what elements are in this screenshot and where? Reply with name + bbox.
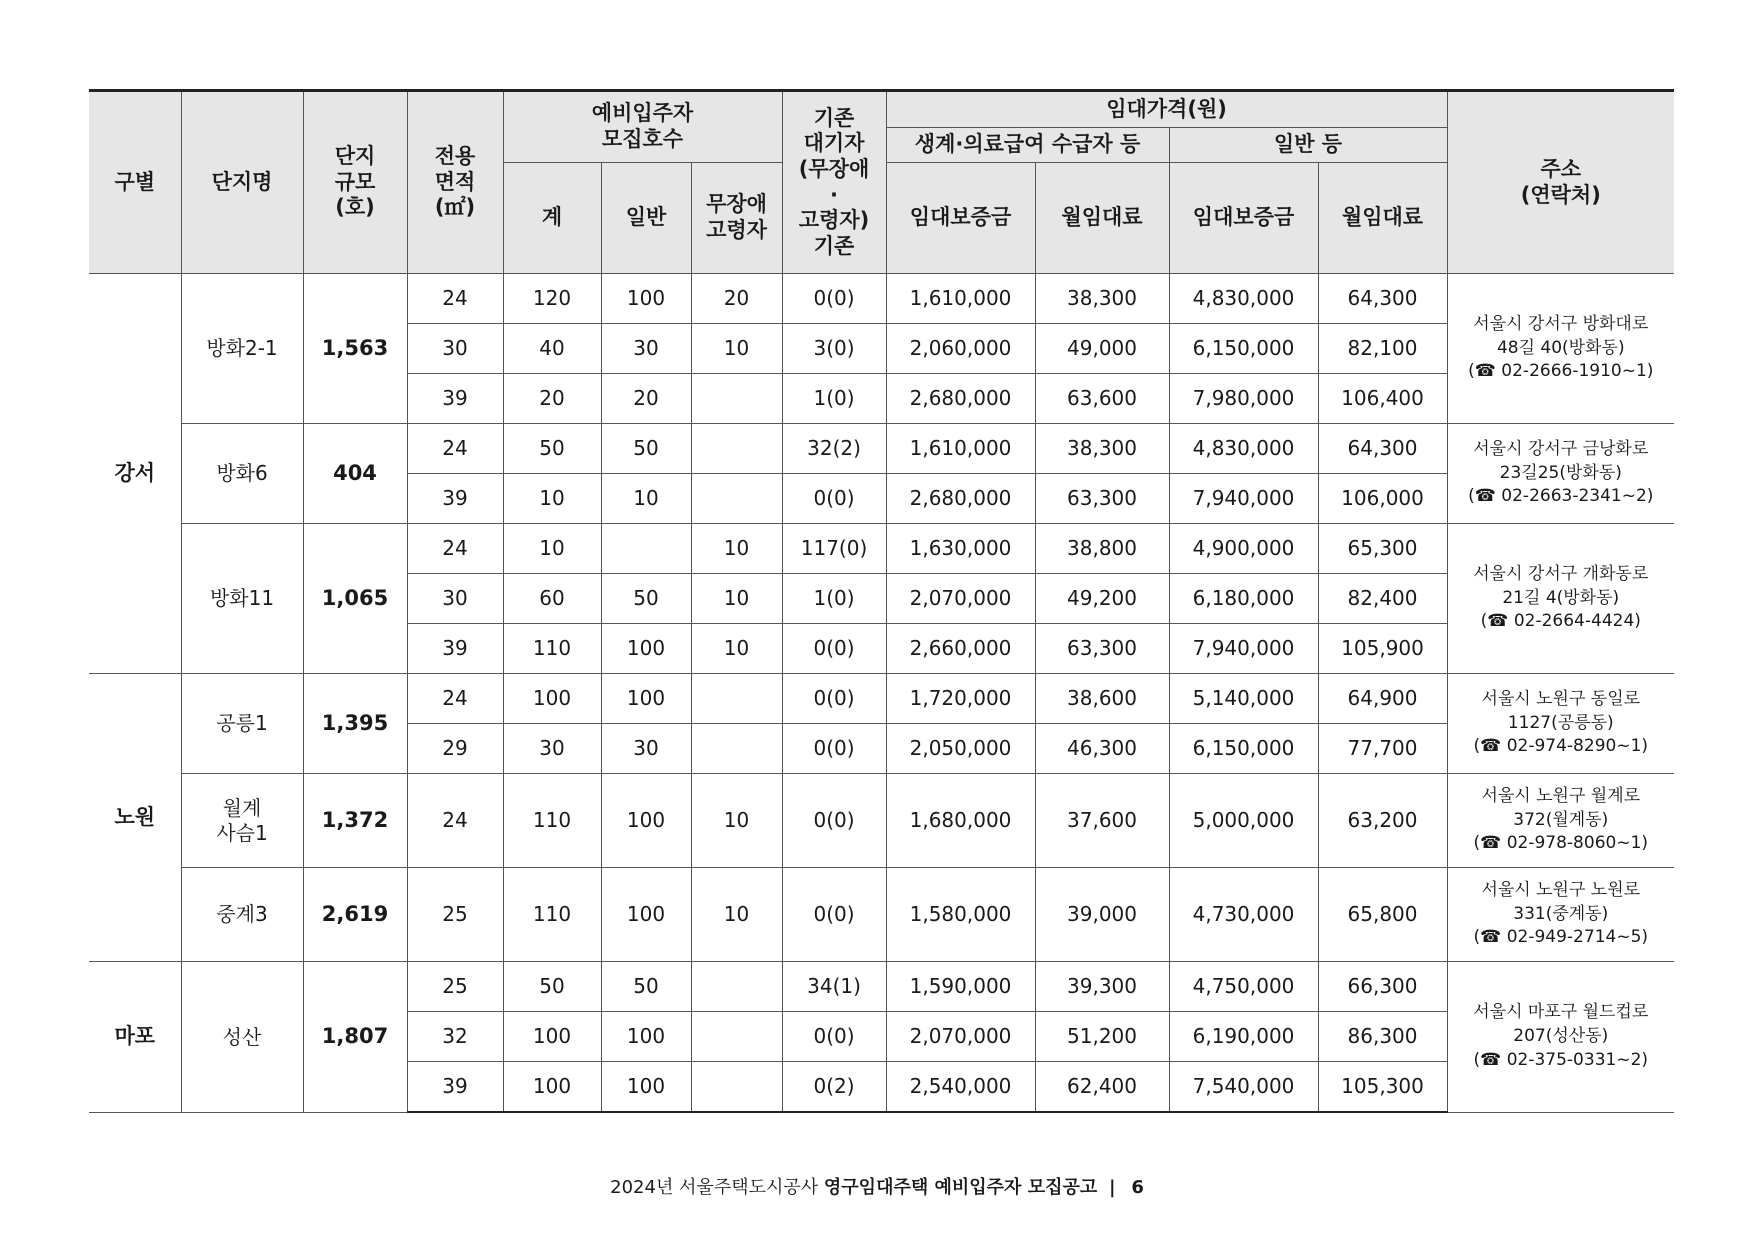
welfare-deposit-cell: 1,630,000	[886, 524, 1035, 574]
recruit-total-cell: 100	[503, 674, 601, 724]
waiting-cell: 0(0)	[782, 624, 886, 674]
complex-name-line: 사슴1	[216, 820, 268, 845]
area-cell: 25	[407, 962, 503, 1012]
table-row	[89, 674, 1674, 724]
welfare-deposit-cell: 2,540,000	[886, 1062, 1035, 1113]
area-cell: 39	[407, 624, 503, 674]
general-monthly-cell: 66,300	[1318, 962, 1447, 1012]
general-monthly-cell: 65,300	[1318, 524, 1447, 574]
recruit-total-cell: 50	[503, 962, 601, 1012]
general-monthly-cell: 65,800	[1318, 868, 1447, 962]
address-line: 21길 4(방화동)	[1502, 587, 1620, 608]
recruit-general-cell: 100	[601, 274, 691, 324]
recruit-total-cell: 50	[503, 424, 601, 474]
complex-name-cell	[181, 424, 303, 524]
welfare-monthly-cell: 39,000	[1035, 868, 1169, 962]
address-cell	[1447, 524, 1674, 674]
recruit-general-cell: 50	[601, 424, 691, 474]
welfare-deposit-cell: 1,720,000	[886, 674, 1035, 724]
general-deposit-cell: 4,830,000	[1169, 274, 1318, 324]
address-cell	[1447, 424, 1674, 524]
table-header	[89, 91, 1674, 274]
address-line: 서울시 강서구 개화동로	[1473, 563, 1649, 584]
waiting-cell: 32(2)	[782, 424, 886, 474]
welfare-monthly-cell: 39,300	[1035, 962, 1169, 1012]
recruit-total-cell: 110	[503, 868, 601, 962]
welfare-monthly-cell: 46,300	[1035, 724, 1169, 774]
footer-prefix: 2024년 서울주택도시공사	[610, 1177, 819, 1198]
district-cell: 노원	[89, 674, 181, 962]
recruit-special-cell	[691, 474, 782, 524]
waiting-cell: 0(2)	[782, 1062, 886, 1113]
area-cell: 24	[407, 774, 503, 868]
header-waiting	[782, 91, 886, 274]
complex-size-cell: 2,619	[303, 868, 407, 962]
recruit-general-cell: 100	[601, 674, 691, 724]
header-text-line: 단지	[334, 144, 376, 169]
general-monthly-cell: 64,300	[1318, 274, 1447, 324]
general-monthly-cell: 64,900	[1318, 674, 1447, 724]
welfare-monthly-cell: 38,300	[1035, 424, 1169, 474]
complex-name-line: 성산	[222, 1024, 262, 1049]
general-deposit-cell: 7,940,000	[1169, 624, 1318, 674]
header-text-line: 고령자	[706, 218, 767, 242]
welfare-deposit-cell: 1,680,000	[886, 774, 1035, 868]
waiting-cell: 1(0)	[782, 574, 886, 624]
complex-name-cell	[181, 274, 303, 424]
general-deposit-cell: 4,750,000	[1169, 962, 1318, 1012]
complex-size-cell: 404	[303, 424, 407, 524]
general-monthly-cell: 106,400	[1318, 374, 1447, 424]
welfare-deposit-cell: 2,680,000	[886, 474, 1035, 524]
header-text-line: 예비입주자	[591, 101, 694, 126]
recruit-general-cell: 30	[601, 724, 691, 774]
area-cell: 32	[407, 1012, 503, 1062]
welfare-deposit-cell: 2,060,000	[886, 324, 1035, 374]
recruit-special-cell: 20	[691, 274, 782, 324]
complex-name-line: 방화6	[216, 461, 268, 486]
recruit-general-cell: 100	[601, 1012, 691, 1062]
complex-name-cell	[181, 774, 303, 868]
recruit-special-cell	[691, 962, 782, 1012]
header-text-line: 주소	[1540, 156, 1582, 181]
complex-name-line: 방화2-1	[206, 336, 278, 361]
complex-size-cell: 1,807	[303, 962, 407, 1113]
general-deposit-cell: 4,900,000	[1169, 524, 1318, 574]
address-line: 48길 40(방화동)	[1496, 337, 1625, 358]
general-deposit-cell: 7,540,000	[1169, 1062, 1318, 1113]
welfare-monthly-cell: 38,300	[1035, 274, 1169, 324]
table-row	[89, 424, 1674, 474]
general-deposit-cell: 4,830,000	[1169, 424, 1318, 474]
waiting-cell: 0(0)	[782, 1012, 886, 1062]
header-row	[89, 91, 1674, 128]
area-cell: 24	[407, 424, 503, 474]
recruit-special-cell: 10	[691, 524, 782, 574]
table-row	[89, 524, 1674, 574]
general-deposit-cell: 6,180,000	[1169, 574, 1318, 624]
address-line: (☎ 02-949-2714~5)	[1473, 927, 1649, 948]
complex-name-cell	[181, 868, 303, 962]
area-cell: 39	[407, 474, 503, 524]
recruit-general-cell: 100	[601, 868, 691, 962]
header-text-line: (연락처)	[1520, 182, 1601, 207]
header-general-deposit: 임대보증금	[1169, 163, 1318, 274]
address-line: (☎ 02-2666-1910~1)	[1468, 361, 1654, 382]
welfare-deposit-cell: 2,660,000	[886, 624, 1035, 674]
waiting-cell: 0(0)	[782, 274, 886, 324]
welfare-deposit-cell: 1,590,000	[886, 962, 1035, 1012]
welfare-monthly-cell: 63,300	[1035, 624, 1169, 674]
address-line: (☎ 02-2663-2341~2)	[1468, 486, 1654, 507]
recruit-total-cell: 120	[503, 274, 601, 324]
welfare-deposit-cell: 2,680,000	[886, 374, 1035, 424]
area-cell: 39	[407, 374, 503, 424]
recruit-special-cell: 10	[691, 868, 782, 962]
header-complex-size	[303, 91, 407, 274]
general-monthly-cell: 63,200	[1318, 774, 1447, 868]
header-text-line: (㎡)	[434, 195, 476, 220]
welfare-deposit-cell: 1,610,000	[886, 274, 1035, 324]
complex-size-cell: 1,563	[303, 274, 407, 424]
general-monthly-cell: 106,000	[1318, 474, 1447, 524]
recruit-general-cell: 100	[601, 1062, 691, 1113]
welfare-monthly-cell: 51,200	[1035, 1012, 1169, 1062]
complex-name-line: 중계3	[216, 902, 268, 927]
recruit-total-cell: 40	[503, 324, 601, 374]
recruit-special-cell	[691, 1012, 782, 1062]
table-row	[89, 868, 1674, 962]
recruit-total-cell: 60	[503, 574, 601, 624]
complex-size-cell: 1,065	[303, 524, 407, 674]
welfare-monthly-cell: 49,000	[1035, 324, 1169, 374]
address-line: 서울시 노원구 월계로	[1481, 785, 1641, 806]
address-line: (☎ 02-375-0331~2)	[1473, 1049, 1649, 1070]
welfare-monthly-cell: 38,800	[1035, 524, 1169, 574]
recruit-general-cell: 50	[601, 574, 691, 624]
header-rent-price: 임대가격(원)	[886, 91, 1447, 128]
general-monthly-cell: 82,400	[1318, 574, 1447, 624]
recruit-special-cell: 10	[691, 774, 782, 868]
header-general-group: 일반 등	[1169, 128, 1447, 163]
header-text-line: 면적	[434, 169, 476, 194]
address-line: 1127(공릉동)	[1507, 712, 1614, 733]
district-cell: 마포	[89, 962, 181, 1113]
recruit-special-cell	[691, 424, 782, 474]
address-line: 서울시 강서구 금낭화로	[1473, 438, 1649, 459]
recruit-special-cell	[691, 674, 782, 724]
complex-name-line: 공릉1	[216, 711, 268, 736]
waiting-cell: 34(1)	[782, 962, 886, 1012]
header-text-line: ·	[830, 182, 838, 207]
general-deposit-cell: 6,150,000	[1169, 324, 1318, 374]
page-footer	[0, 1173, 1754, 1199]
address-line: 서울시 노원구 동일로	[1481, 688, 1641, 709]
complex-name-cell	[181, 962, 303, 1113]
address-cell	[1447, 674, 1674, 774]
recruit-total-cell: 110	[503, 774, 601, 868]
recruit-general-cell: 10	[601, 474, 691, 524]
address-line: (☎ 02-2664-4424)	[1480, 611, 1641, 632]
header-gubun: 구별	[89, 91, 181, 274]
address-line: 331(중계동)	[1513, 903, 1609, 924]
general-monthly-cell: 77,700	[1318, 724, 1447, 774]
header-complex-name: 단지명	[181, 91, 303, 274]
general-deposit-cell: 7,940,000	[1169, 474, 1318, 524]
recruit-special-cell	[691, 374, 782, 424]
header-text-line: 고령자)	[798, 208, 870, 233]
header-text-line: 대기자	[803, 131, 865, 156]
area-cell: 30	[407, 574, 503, 624]
welfare-monthly-cell: 37,600	[1035, 774, 1169, 868]
header-text-line: 기존	[813, 105, 855, 130]
table-row	[89, 274, 1674, 324]
recruit-total-cell: 100	[503, 1012, 601, 1062]
header-area	[407, 91, 503, 274]
complex-size-cell: 1,372	[303, 774, 407, 868]
address-cell	[1447, 774, 1674, 868]
footer-separator: |	[1109, 1177, 1116, 1198]
complex-size-cell: 1,395	[303, 674, 407, 774]
area-cell: 24	[407, 524, 503, 574]
welfare-monthly-cell: 38,600	[1035, 674, 1169, 724]
header-general-monthly: 월임대료	[1318, 163, 1447, 274]
address-line: 372(월계동)	[1513, 809, 1609, 830]
address-line: 23길25(방화동)	[1499, 462, 1622, 483]
recruit-general-cell: 20	[601, 374, 691, 424]
header-text-line: (호)	[335, 195, 375, 220]
header-welfare-deposit: 임대보증금	[886, 163, 1035, 274]
general-deposit-cell: 6,190,000	[1169, 1012, 1318, 1062]
general-monthly-cell: 64,300	[1318, 424, 1447, 474]
waiting-cell: 0(0)	[782, 724, 886, 774]
recruit-special-cell	[691, 1062, 782, 1113]
general-deposit-cell: 6,150,000	[1169, 724, 1318, 774]
waiting-cell: 0(0)	[782, 674, 886, 724]
complex-name-cell	[181, 674, 303, 774]
welfare-deposit-cell: 1,580,000	[886, 868, 1035, 962]
recruit-general-cell: 100	[601, 774, 691, 868]
table-row	[89, 774, 1674, 868]
header-text-line: (무장애	[798, 156, 870, 181]
general-deposit-cell: 7,980,000	[1169, 374, 1318, 424]
header-recruit-general: 일반	[601, 163, 691, 274]
header-recruit-total: 계	[503, 163, 601, 274]
welfare-monthly-cell: 62,400	[1035, 1062, 1169, 1113]
area-cell: 29	[407, 724, 503, 774]
address-cell	[1447, 868, 1674, 962]
district-cell: 강서	[89, 274, 181, 674]
recruit-general-cell	[601, 524, 691, 574]
recruit-total-cell: 100	[503, 1062, 601, 1113]
general-monthly-cell: 105,900	[1318, 624, 1447, 674]
area-cell: 30	[407, 324, 503, 374]
welfare-deposit-cell: 2,050,000	[886, 724, 1035, 774]
welfare-monthly-cell: 49,200	[1035, 574, 1169, 624]
area-cell: 39	[407, 1062, 503, 1113]
table-row	[89, 962, 1674, 1012]
recruit-total-cell: 30	[503, 724, 601, 774]
address-line: 서울시 강서구 방화대로	[1473, 313, 1649, 334]
address-line: 서울시 마포구 월드컵로	[1473, 1002, 1649, 1023]
header-text-line: 모집호수	[601, 127, 684, 151]
welfare-monthly-cell: 63,300	[1035, 474, 1169, 524]
header-text-line: 무장애	[706, 192, 767, 217]
recruit-total-cell: 110	[503, 624, 601, 674]
welfare-monthly-cell: 63,600	[1035, 374, 1169, 424]
recruit-general-cell: 100	[601, 624, 691, 674]
recruit-special-cell: 10	[691, 574, 782, 624]
recruit-total-cell: 20	[503, 374, 601, 424]
address-cell	[1447, 962, 1674, 1113]
general-deposit-cell: 5,000,000	[1169, 774, 1318, 868]
complex-name-line: 방화11	[209, 586, 275, 611]
area-cell: 25	[407, 868, 503, 962]
table-body	[89, 274, 1674, 1113]
recruit-special-cell	[691, 724, 782, 774]
recruit-special-cell: 10	[691, 624, 782, 674]
recruit-general-cell: 30	[601, 324, 691, 374]
general-deposit-cell: 4,730,000	[1169, 868, 1318, 962]
header-recruit-special	[691, 163, 782, 274]
address-line: (☎ 02-974-8290~1)	[1473, 736, 1649, 757]
recruit-total-cell: 10	[503, 474, 601, 524]
welfare-deposit-cell: 1,610,000	[886, 424, 1035, 474]
general-monthly-cell: 105,300	[1318, 1062, 1447, 1113]
header-welfare-monthly: 월임대료	[1035, 163, 1169, 274]
page-number: 6	[1131, 1177, 1144, 1198]
general-monthly-cell: 86,300	[1318, 1012, 1447, 1062]
header-address	[1447, 91, 1674, 274]
complex-name-line: 월계	[222, 796, 262, 821]
header-text-line: 기존	[813, 233, 855, 258]
general-monthly-cell: 82,100	[1318, 324, 1447, 374]
recruit-total-cell: 10	[503, 524, 601, 574]
general-deposit-cell: 5,140,000	[1169, 674, 1318, 724]
address-cell	[1447, 274, 1674, 424]
waiting-cell: 117(0)	[782, 524, 886, 574]
waiting-cell: 0(0)	[782, 774, 886, 868]
waiting-cell: 1(0)	[782, 374, 886, 424]
address-line: 207(성산동)	[1513, 1025, 1609, 1046]
area-cell: 24	[407, 674, 503, 724]
waiting-cell: 0(0)	[782, 868, 886, 962]
waiting-cell: 3(0)	[782, 324, 886, 374]
header-welfare-group: 생계·의료급여 수급자 등	[886, 128, 1169, 163]
address-line: (☎ 02-978-8060~1)	[1473, 833, 1649, 854]
header-text-line: 규모	[334, 169, 376, 194]
footer-title: 영구임대주택 예비입주자 모집공고	[823, 1177, 1098, 1198]
welfare-deposit-cell: 2,070,000	[886, 574, 1035, 624]
header-text-line: 전용	[434, 144, 476, 169]
rental-table	[89, 89, 1674, 1113]
recruit-special-cell: 10	[691, 324, 782, 374]
address-line: 서울시 노원구 노원로	[1481, 879, 1641, 900]
welfare-deposit-cell: 2,070,000	[886, 1012, 1035, 1062]
complex-name-cell	[181, 524, 303, 674]
header-recruit	[503, 91, 782, 163]
waiting-cell: 0(0)	[782, 474, 886, 524]
recruit-general-cell: 50	[601, 962, 691, 1012]
area-cell: 24	[407, 274, 503, 324]
